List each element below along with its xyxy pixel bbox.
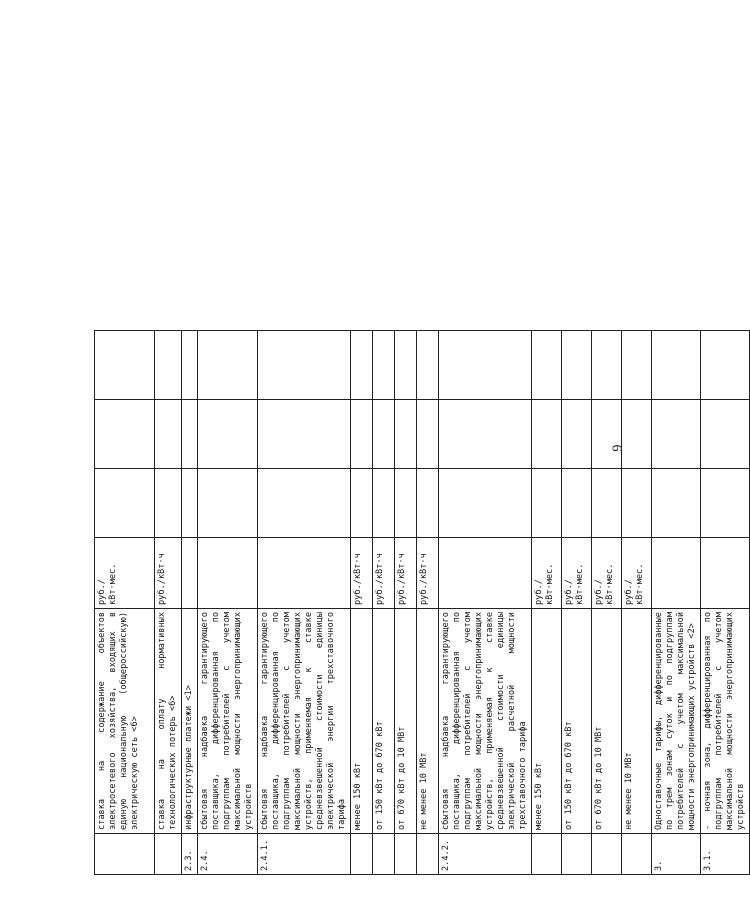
row-value-1 <box>562 469 592 538</box>
row-value-2 <box>562 400 592 469</box>
rotated-tariff-table <box>94 330 746 875</box>
row-name: - ночная зона, дифференцированная по подгруппам потребителей с учетом максимальной мощности энергопринимающих устройств <box>701 609 750 834</box>
row-value-3 <box>373 331 395 400</box>
row-value-3 <box>417 331 439 400</box>
row-value-2 <box>439 400 532 469</box>
table-row <box>182 331 198 875</box>
row-value-2 <box>155 400 182 469</box>
table-row <box>373 331 395 875</box>
row-unit <box>258 538 351 609</box>
row-value-3 <box>439 331 532 400</box>
row-name: ставка на оплату нормативных технологических потерь <6> <box>155 609 182 834</box>
row-value-1 <box>95 469 155 538</box>
row-value-1 <box>395 469 417 538</box>
row-unit <box>198 538 258 609</box>
row-value-1 <box>351 469 373 538</box>
row-unit <box>439 538 532 609</box>
row-name: сбытовая надбавка гарантирующего поставщика, дифференцированная по подгруппам потребителей с учетом максимальной мощности энергопринимающих устройств, применяемая к ставке средневзвешенной стоимости единицы электрической энергии трехставочного тарифа <box>258 609 351 834</box>
row-unit: руб./кВт·ч <box>395 538 417 609</box>
row-unit: руб./кВт·ч <box>417 538 439 609</box>
row-value-1 <box>532 469 562 538</box>
page-number: 6 <box>608 444 624 452</box>
row-name: ставка на содержание объектов электросетевого хозяйства, входящих в единую национальную (общероссийскую) электрическую сеть <6> <box>95 609 155 834</box>
table-row <box>258 331 351 875</box>
row-number <box>155 834 182 875</box>
table-row <box>95 331 155 875</box>
row-name: менее 150 кВт <box>351 609 373 834</box>
row-name: сбытовая надбавка гарантирующего поставщика, дифференцированная по подгруппам потребителей с учетом максимальной мощности энергопринимающих устройств, применяемая к ставке средневзвешенной стоимости единицы электрической расчетной мощности трехставочного тарифа <box>439 609 532 834</box>
row-value-3 <box>258 331 351 400</box>
row-value-2 <box>258 400 351 469</box>
row-name: сбытовая надбавка гарантирующего поставщика, дифференцированная по подгруппам потребителей с учетом максимальной мощности энергопринимающих устройств <box>198 609 258 834</box>
row-value-3 <box>95 331 155 400</box>
row-value-2 <box>95 400 155 469</box>
row-number <box>95 834 155 875</box>
row-number <box>592 834 622 875</box>
table-row <box>198 331 258 875</box>
row-value-2 <box>532 400 562 469</box>
row-value-3 <box>622 331 652 400</box>
row-number: 3. <box>652 834 701 875</box>
row-value-3 <box>182 331 198 400</box>
row-number <box>532 834 562 875</box>
row-value-1 <box>592 469 622 538</box>
table-row <box>592 331 622 875</box>
row-unit: руб./кВт·ч <box>351 538 373 609</box>
row-number: 2.3. <box>182 834 198 875</box>
row-unit: руб./ кВт·мес. <box>562 538 592 609</box>
row-name: не менее 10 МВт <box>417 609 439 834</box>
table-row <box>701 331 750 875</box>
row-name: Одноставочные тарифы, дифференцированные по трем зонам суток и по подгруппам потребителей с учетом максимальной мощности энергопринимающих устройств <2> <box>652 609 701 834</box>
row-number <box>373 834 395 875</box>
table-row <box>622 331 652 875</box>
row-value-3 <box>532 331 562 400</box>
row-number <box>417 834 439 875</box>
row-number: 2.4.1. <box>258 834 351 875</box>
row-value-2 <box>395 400 417 469</box>
row-value-3 <box>351 331 373 400</box>
row-unit: руб./ кВт·мес. <box>95 538 155 609</box>
row-value-1 <box>417 469 439 538</box>
row-value-3 <box>562 331 592 400</box>
row-unit: руб./ кВт·мес. <box>592 538 622 609</box>
row-value-1 <box>652 469 701 538</box>
row-value-2 <box>198 400 258 469</box>
row-value-1 <box>258 469 351 538</box>
row-value-3 <box>395 331 417 400</box>
row-value-3 <box>198 331 258 400</box>
row-value-1 <box>155 469 182 538</box>
row-number <box>622 834 652 875</box>
row-number <box>562 834 592 875</box>
row-number: 2.4.2. <box>439 834 532 875</box>
row-value-2 <box>417 400 439 469</box>
table-row <box>532 331 562 875</box>
row-value-3 <box>592 331 622 400</box>
row-number: 3.1. <box>701 834 750 875</box>
table-row <box>652 331 701 875</box>
row-unit: руб./ кВт·мес. <box>622 538 652 609</box>
row-name: менее 150 кВт <box>532 609 562 834</box>
row-unit <box>182 538 198 609</box>
row-number: 2.4. <box>198 834 258 875</box>
row-value-3 <box>652 331 701 400</box>
row-unit <box>652 538 701 609</box>
table-row <box>395 331 417 875</box>
row-value-1 <box>701 469 750 538</box>
row-value-3 <box>701 331 750 400</box>
row-name: от 670 кВт до 10 МВт <box>592 609 622 834</box>
row-name: инфраструктурные платежи <1> <box>182 609 198 834</box>
row-name: от 150 кВт до 670 кВт <box>562 609 592 834</box>
row-name: от 150 кВт до 670 кВт <box>373 609 395 834</box>
row-number <box>395 834 417 875</box>
table-row <box>439 331 532 875</box>
row-value-1 <box>439 469 532 538</box>
table-row <box>351 331 373 875</box>
table-row <box>155 331 182 875</box>
row-unit: руб./кВт·ч <box>155 538 182 609</box>
tariff-table <box>94 330 750 875</box>
row-value-1 <box>373 469 395 538</box>
row-value-2 <box>622 400 652 469</box>
table-row <box>417 331 439 875</box>
row-unit <box>701 538 750 609</box>
row-name: не менее 10 МВт <box>622 609 652 834</box>
row-value-2 <box>182 400 198 469</box>
row-value-1 <box>182 469 198 538</box>
table-row <box>562 331 592 875</box>
row-value-2 <box>373 400 395 469</box>
row-value-1 <box>622 469 652 538</box>
row-unit: руб./кВт·ч <box>373 538 395 609</box>
row-number <box>351 834 373 875</box>
row-value-2 <box>652 400 701 469</box>
row-value-2 <box>592 400 622 469</box>
row-unit: руб./ кВт·мес. <box>532 538 562 609</box>
row-value-2 <box>351 400 373 469</box>
row-value-1 <box>198 469 258 538</box>
row-value-2 <box>701 400 750 469</box>
row-name: от 670 кВт до 10 МВт <box>395 609 417 834</box>
row-value-3 <box>155 331 182 400</box>
